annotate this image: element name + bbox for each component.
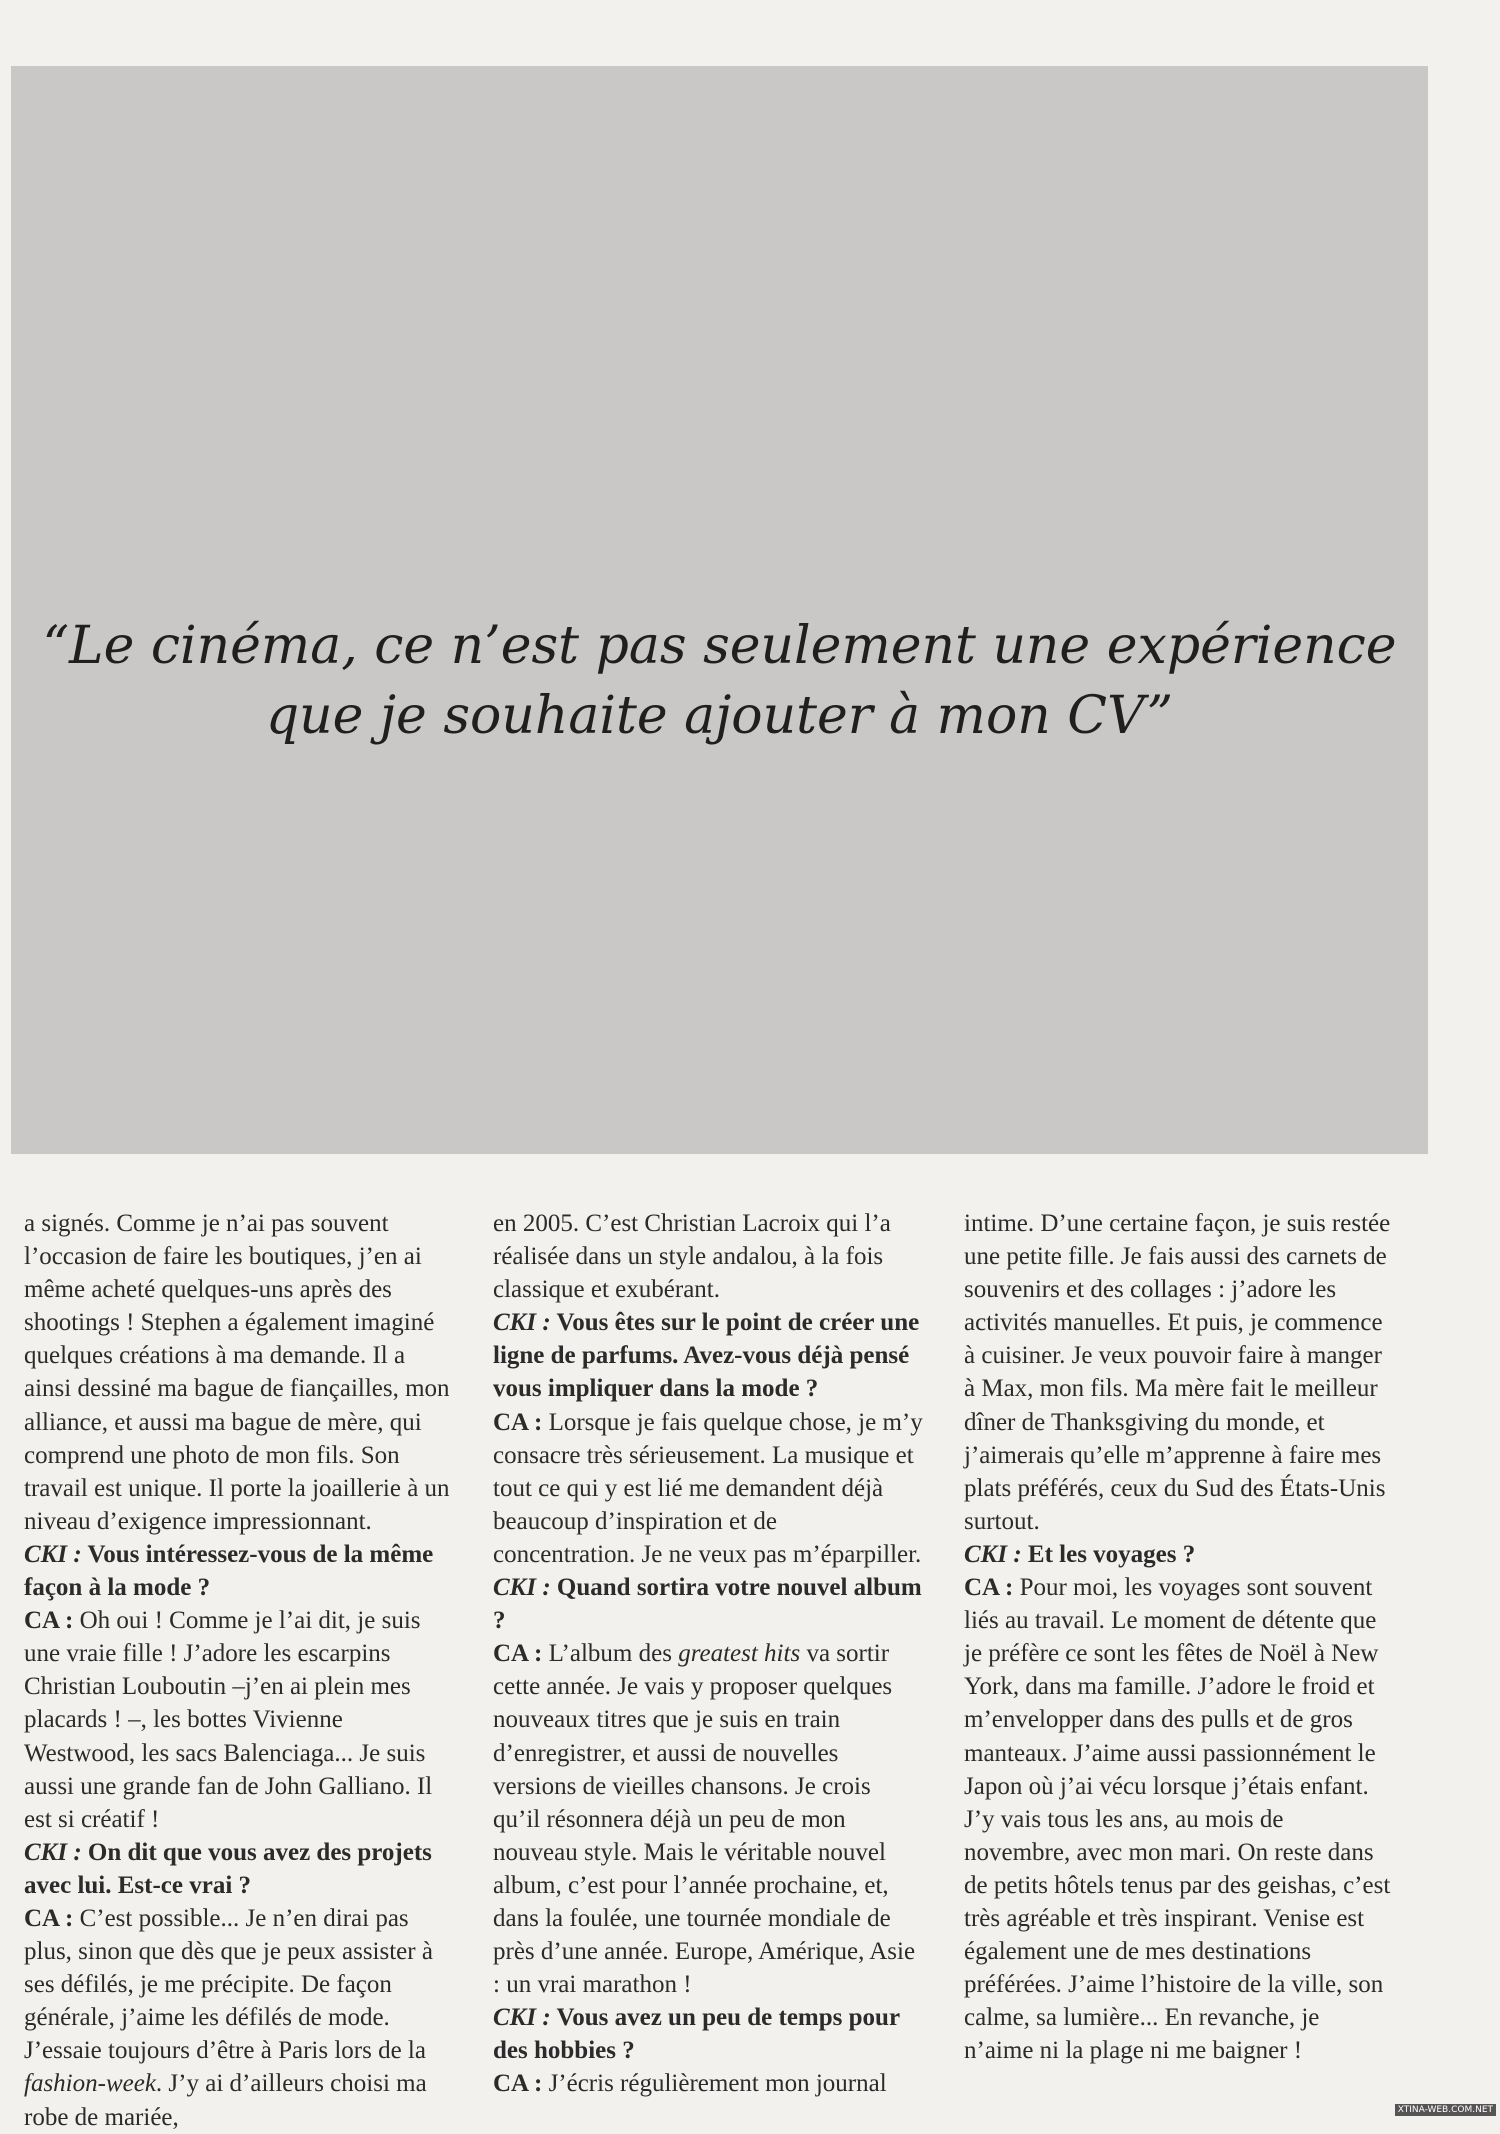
question xyxy=(964,1538,1394,1571)
answer-text: J’écris régulièrement mon journal xyxy=(548,2070,887,2098)
answer-text-end: . J’y ai d’ailleurs choisi ma robe de mariée, xyxy=(24,2070,427,2131)
question xyxy=(24,1836,454,1902)
answer-tag: CA : xyxy=(493,1408,543,1436)
paragraph: intime. D’une certaine façon, je suis restée une petite fille. Je fais aussi des carnets de souvenirs et des collages : j’adore les activités manuelles. Et puis, je commence à cuisiner. Je veux pouvoir faire à manger à Max, mon fils. Ma mère fait le meilleur dîner de Thanksgiving du monde, et j’aimerais qu’elle m’apprenne à faire mes plats préférés, ceux du Sud des États-Unis surtout. xyxy=(964,1210,1391,1535)
answer xyxy=(24,1902,454,2134)
question-tag: CKI : xyxy=(24,1540,82,1568)
answer-text-end: va sortir cette année. Je vais y proposer quelques nouveaux titres que je suis en train d’enregistrer, et aussi de nouvelles versions de vieilles chansons. Je crois qu’il résonnera déjà un peu de mon nouveau style. Mais le véritable nouvel album, c’est pour l’année prochaine, et, dans la foulée, une tournée mondiale de près d’une année. Europe, Amérique, Asie : un vrai marathon ! xyxy=(493,1640,916,1999)
question-text: Et les voyages ? xyxy=(1027,1540,1196,1568)
answer xyxy=(493,2067,923,2100)
paragraph: en 2005. C’est Christian Lacroix qui l’a réalisée dans un style andalou, à la fois classique et exubérant. xyxy=(493,1210,891,1304)
photo-area xyxy=(11,66,1428,1154)
question-tag: CKI : xyxy=(493,1309,551,1337)
answer-tag: CA : xyxy=(493,2070,543,2098)
question xyxy=(493,1571,923,1637)
question-tag: CKI : xyxy=(493,2004,551,2032)
question xyxy=(24,1538,454,1604)
question-text: Quand sortira votre nouvel album ? xyxy=(493,1574,922,1635)
answer-tag: CA : xyxy=(964,1574,1014,1602)
pull-quote xyxy=(11,611,1428,751)
question-text: On dit que vous avez des projets avec lui. Est-ce vrai ? xyxy=(24,1838,432,1899)
answer-text: Oh oui ! Comme je l’ai dit, je suis une vraie fille ! J’adore les escarpins Christian Louboutin –j’en ai plein mes placards ! –, les bottes Vivienne Westwood, les sacs Balenciaga... Je suis aussi une grande fan de John Galliano. Il est si créatif ! xyxy=(24,1607,433,1833)
question-tag: CKI : xyxy=(493,1574,551,1602)
answer-tag: CA : xyxy=(493,1640,543,1668)
answer-text: C’est possible... Je n’en dirai pas plus, sinon que dès que je peux assister à ses défilés, je me précipite. De façon générale, j’aime les défilés de mode. J’essaie toujours d’être à Paris lors de la xyxy=(24,1904,433,2065)
question-tag: CKI : xyxy=(24,1838,82,1866)
pull-quote-line-2: que je souhaite ajouter à mon CV” xyxy=(265,686,1174,746)
question xyxy=(493,2001,923,2067)
watermark-credit: XTINA-WEB.COM.NET xyxy=(1395,2104,1496,2116)
answer-text: L’album des xyxy=(548,1640,672,1668)
answer-tag: CA : xyxy=(24,1607,74,1635)
answer-emphasis: fashion-week xyxy=(24,2070,156,2098)
question-text: Vous êtes sur le point de créer une ligne de parfums. Avez-vous déjà pensé vous impliquer dans la mode ? xyxy=(493,1309,920,1403)
question-text: Vous avez un peu de temps pour des hobbies ? xyxy=(493,2004,900,2065)
question-tag: CKI : xyxy=(964,1540,1022,1568)
paragraph: a signés. Comme je n’ai pas souvent l’occasion de faire les boutiques, j’en ai même acheté quelques-uns après des shootings ! Stephen a également imaginé quelques créations à ma demande. Il a ainsi dessiné ma bague de fiançailles, mon alliance, et aussi ma bague de mère, qui comprend une photo de mon fils. Son travail est unique. Il porte la joaillerie à un niveau d’exigence impressionnant. xyxy=(24,1210,450,1535)
answer-tag: CA : xyxy=(24,1904,74,1932)
answer-emphasis: greatest hits xyxy=(678,1640,801,1668)
question-text: Vous intéressez-vous de la même façon à la mode ? xyxy=(24,1540,434,1602)
answer-text: Lorsque je fais quelque chose, je m’y consacre très sérieusement. La musique et tout ce qui y est lié me demandent déjà beaucoup d’inspiration et de concentration. Je ne veux pas m’éparpiller. xyxy=(493,1408,923,1568)
text-column-2 xyxy=(493,1207,923,2101)
answer xyxy=(24,1604,454,1836)
text-column-3 xyxy=(964,1207,1394,2067)
question xyxy=(493,1306,923,1405)
answer xyxy=(964,1571,1394,2067)
answer xyxy=(493,1406,923,1571)
pull-quote-line-1: “Le cinéma, ce n’est pas seulement une expérience xyxy=(42,616,1397,676)
answer-text: Pour moi, les voyages sont souvent liés au travail. Le moment de détente que je préfère ce sont les fêtes de Noël à New York, dans ma famille. J’adore le froid et m’envelopper dans des pulls et de gros manteaux. J’aime aussi passionnément le Japon où j’ai vécu lorsque j’étais enfant. J’y vais tous les ans, au mois de novembre, avec mon mari. On reste dans de petits hôtels tenus par des geishas, c’est très agréable et très inspirant. Venise est également une de mes destinations préférées. J’aime l’histoire de la ville, son calme, sa lumière... En revanche, je n’aime ni la plage ni me baigner ! xyxy=(964,1574,1391,2065)
answer xyxy=(493,1637,923,2001)
text-column-1 xyxy=(24,1207,454,2134)
